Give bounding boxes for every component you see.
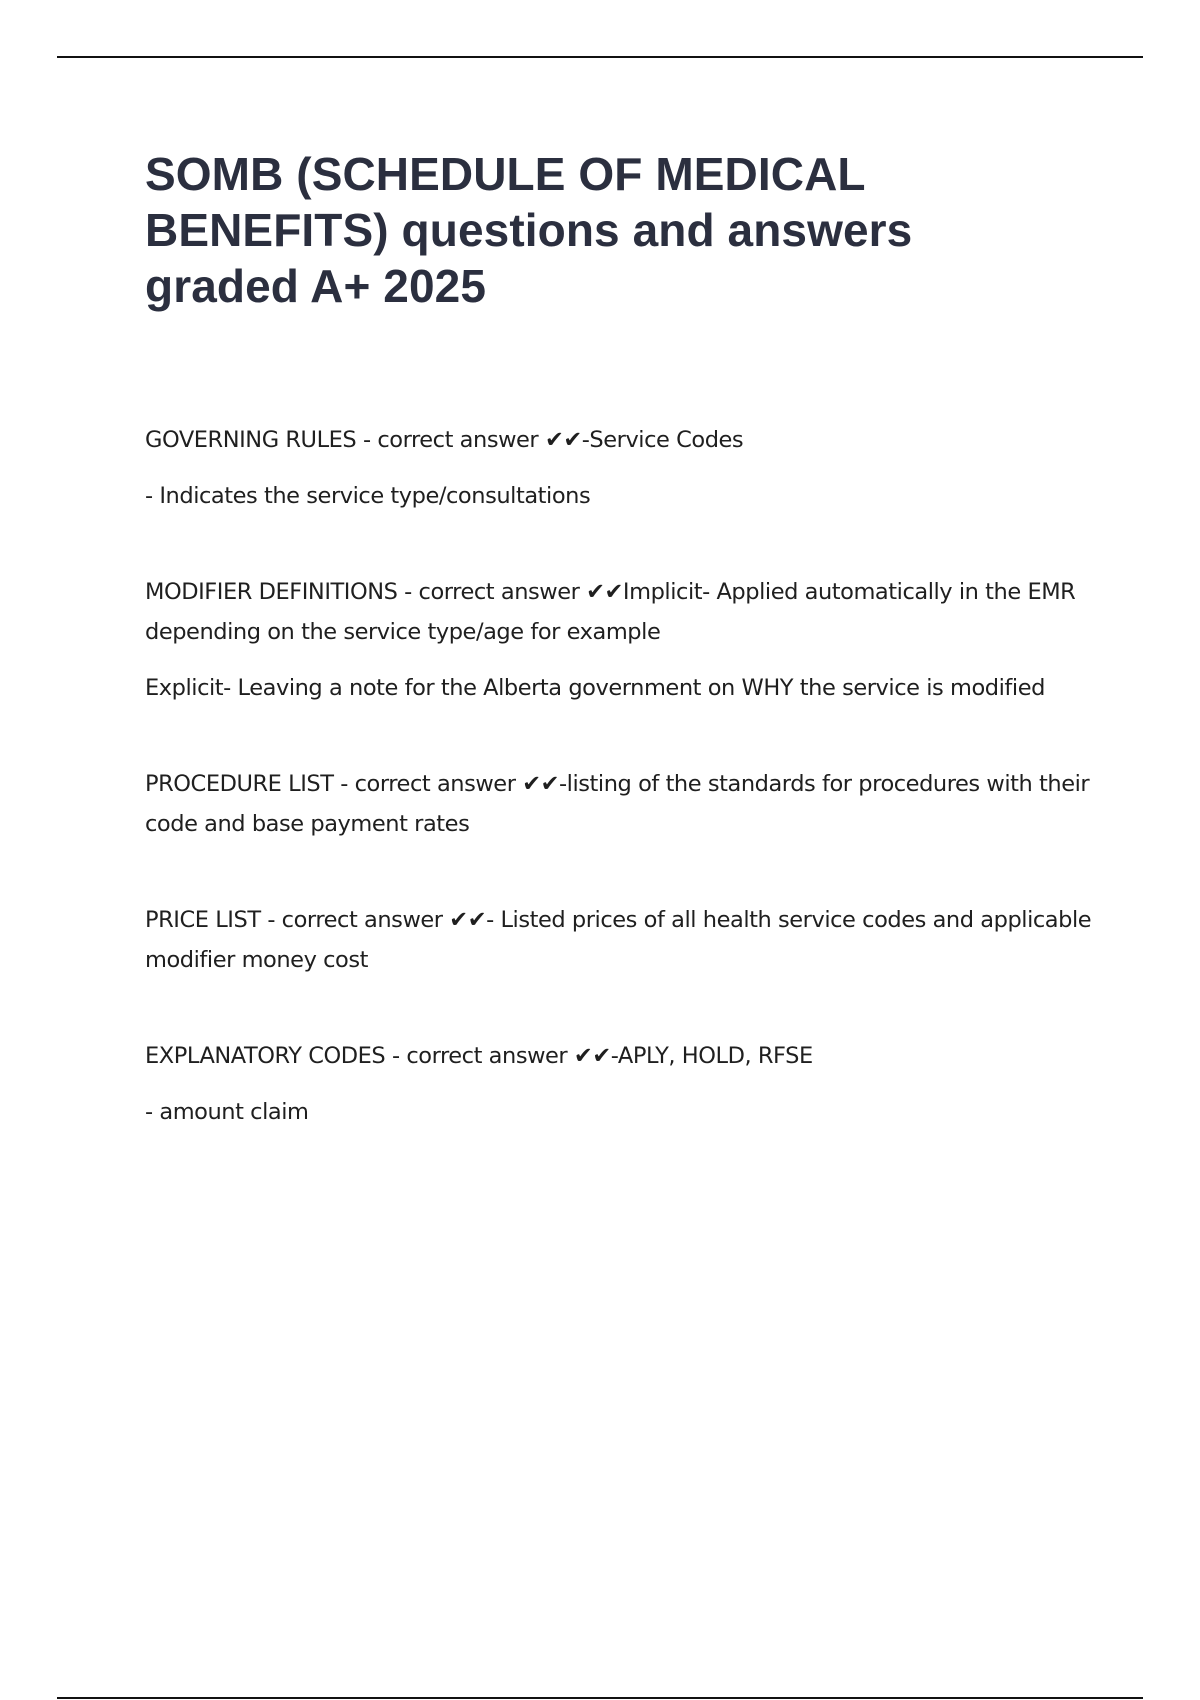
qa-text: Explicit- Leaving a note for the Alberta government on WHY the service is modified [145,675,1045,701]
qa-text: PROCEDURE LIST - correct answer ✔✔-listing of the standards for procedures with their code and base payment rates [145,771,1090,837]
top-divider [57,56,1143,58]
qa-item-procedure-list [145,764,1095,844]
qa-item-price-list [145,900,1095,980]
qa-item-modifier-definitions [145,572,1095,708]
qa-text: - Indicates the service type/consultations [145,483,591,509]
qa-item-governing-rules [145,420,1095,516]
qa-list [145,420,1095,1188]
qa-text: MODIFIER DEFINITIONS - correct answer ✔✔Implicit- Applied automatically in the EMR depending on the service type/age for example [145,579,1076,645]
bottom-divider [57,1697,1143,1699]
qa-text: GOVERNING RULES - correct answer ✔✔-Service Codes [145,427,744,453]
qa-item-explanatory-codes [145,1036,1095,1132]
page-title: SOMB (SCHEDULE OF MEDICAL BENEFITS) questions and answers graded A+ 2025 [145,148,913,312]
qa-text: EXPLANATORY CODES - correct answer ✔✔-APLY, HOLD, RFSE [145,1043,813,1069]
qa-text: - amount claim [145,1099,309,1125]
qa-text: PRICE LIST - correct answer ✔✔- Listed prices of all health service codes and applicable modifier money cost [145,907,1092,973]
